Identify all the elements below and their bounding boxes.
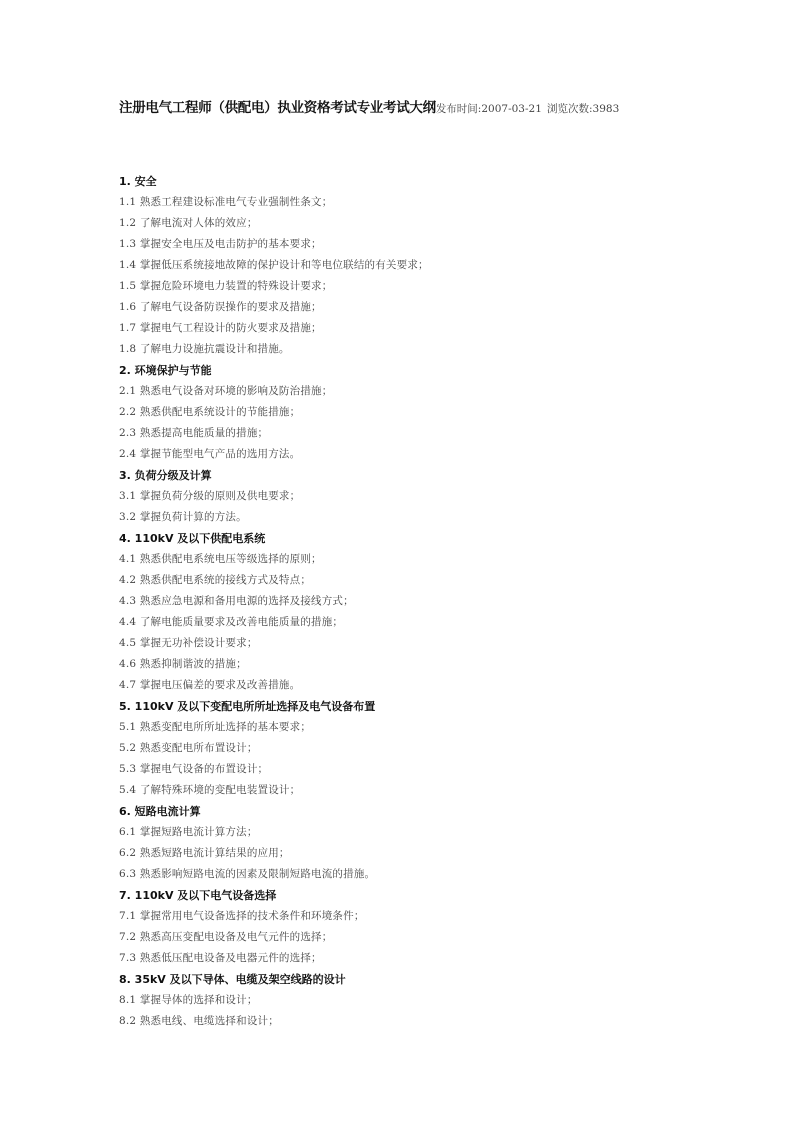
syllabus-outline bbox=[119, 171, 719, 1032]
outline-item: 6.2 熟悉短路电流计算结果的应用； bbox=[119, 847, 290, 859]
outline-item: 2.3 熟悉提高电能质量的措施； bbox=[119, 427, 269, 439]
section-heading: 5. 110kV 及以下变配电所所址选择及电气设备布置 bbox=[119, 700, 376, 713]
outline-item: 4.2 熟悉供配电系统的接线方式及特点； bbox=[119, 574, 312, 586]
outline-item: 7.2 熟悉高压变配电设备及电气元件的选择； bbox=[119, 931, 333, 943]
outline-item: 1.1 熟悉工程建设标准电气专业强制性条文； bbox=[119, 196, 333, 208]
outline-item: 8.1 掌握导体的选择和设计； bbox=[119, 994, 258, 1006]
outline-item: 5.2 熟悉变配电所布置设计； bbox=[119, 742, 258, 754]
outline-item: 4.4 了解电能质量要求及改善电能质量的措施； bbox=[119, 616, 344, 628]
outline-item: 2.4 掌握节能型电气产品的选用方法。 bbox=[119, 448, 301, 460]
outline-item: 4.1 熟悉供配电系统电压等级选择的原则； bbox=[119, 553, 322, 565]
section-heading: 3. 负荷分级及计算 bbox=[119, 469, 212, 482]
outline-item: 1.6 了解电气设备防误操作的要求及措施； bbox=[119, 301, 322, 313]
spacer bbox=[119, 119, 719, 171]
outline-item: 5.1 熟悉变配电所所址选择的基本要求； bbox=[119, 721, 312, 733]
section-heading: 6. 短路电流计算 bbox=[119, 805, 201, 818]
outline-item: 6.3 熟悉影响短路电流的因素及限制短路电流的措施。 bbox=[119, 868, 376, 880]
outline-item: 6.1 掌握短路电流计算方法； bbox=[119, 826, 258, 838]
outline-item: 4.3 熟悉应急电源和备用电源的选择及接线方式； bbox=[119, 595, 354, 607]
outline-item: 1.2 了解电流对人体的效应； bbox=[119, 217, 258, 229]
section-heading: 4. 110kV 及以下供配电系统 bbox=[119, 532, 266, 545]
outline-item: 1.3 掌握安全电压及电击防护的基本要求； bbox=[119, 238, 322, 250]
outline-item: 8.2 熟悉电线、电缆选择和设计； bbox=[119, 1015, 279, 1027]
view-count: 浏览次数:3983 bbox=[546, 103, 620, 115]
page-title: 注册电气工程师（供配电）执业资格考试专业考试大纲 bbox=[119, 100, 436, 116]
section-heading: 7. 110kV 及以下电气设备选择 bbox=[119, 889, 277, 902]
outline-item: 4.6 熟悉抑制谐波的措施； bbox=[119, 658, 247, 670]
outline-item: 7.3 熟悉低压配电设备及电器元件的选择； bbox=[119, 952, 322, 964]
section-heading: 2. 环境保护与节能 bbox=[119, 364, 212, 377]
outline-item: 1.5 掌握危险环境电力装置的特殊设计要求； bbox=[119, 280, 333, 292]
outline-item: 2.1 熟悉电气设备对环境的影响及防治措施； bbox=[119, 385, 333, 397]
publish-date: 发布时间:2007-03-21 bbox=[435, 103, 542, 115]
outline-item: 2.2 熟悉供配电系统设计的节能措施； bbox=[119, 406, 301, 418]
document-page bbox=[119, 97, 719, 1032]
outline-item: 5.4 了解特殊环境的变配电装置设计； bbox=[119, 784, 301, 796]
outline-item: 1.4 掌握低压系统接地故障的保护设计和等电位联结的有关要求； bbox=[119, 259, 429, 271]
outline-item: 4.5 掌握无功补偿设计要求； bbox=[119, 637, 258, 649]
outline-item: 3.1 掌握负荷分级的原则及供电要求； bbox=[119, 490, 301, 502]
outline-item: 1.8 了解电力设施抗震设计和措施。 bbox=[119, 343, 290, 355]
outline-item: 4.7 掌握电压偏差的要求及改善措施。 bbox=[119, 679, 301, 691]
section-heading: 1. 安全 bbox=[119, 175, 157, 188]
title-line bbox=[119, 97, 719, 119]
outline-item: 1.7 掌握电气工程设计的防火要求及措施； bbox=[119, 322, 322, 334]
outline-item: 5.3 掌握电气设备的布置设计； bbox=[119, 763, 269, 775]
outline-item: 7.1 掌握常用电气设备选择的技术条件和环境条件； bbox=[119, 910, 365, 922]
outline-item: 3.2 掌握负荷计算的方法。 bbox=[119, 511, 247, 523]
section-heading: 8. 35kV 及以下导体、电缆及架空线路的设计 bbox=[119, 973, 346, 986]
